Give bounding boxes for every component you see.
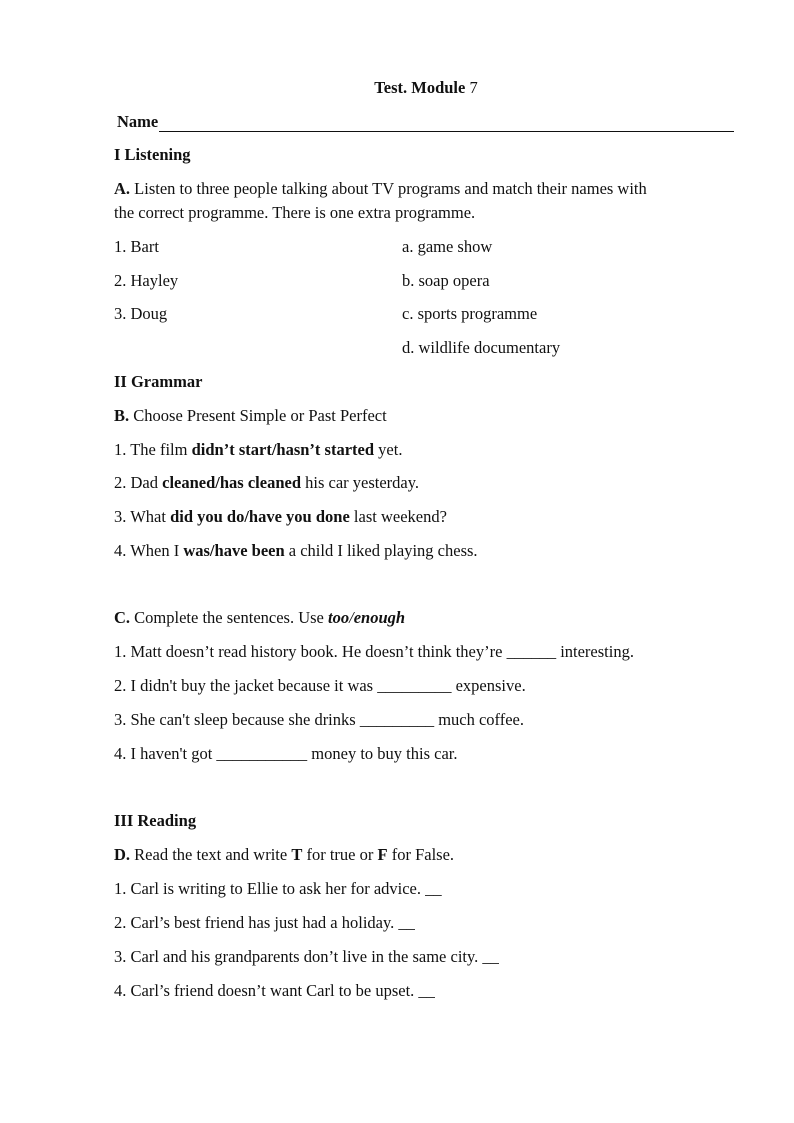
person-item: 1. Bart — [114, 237, 159, 256]
true-false-item: 1. Carl is writing to Ellie to ask her for advice. __ — [114, 879, 442, 898]
completion-item: 1. Matt doesn’t read history book. He doesn’t think they’re ______ interesting. — [114, 642, 634, 661]
grammar-b-instruction: B. Choose Present Simple or Past Perfect — [114, 406, 387, 425]
grammar-item: 3. What did you do/have you done last weekend? — [114, 507, 447, 526]
reading-d-instruction: D. Read the text and write T for true or F for False. — [114, 845, 455, 864]
programme-item: b. soap opera — [402, 271, 490, 290]
reading-heading: III Reading — [114, 811, 197, 830]
grammar-heading: II Grammar — [114, 372, 203, 391]
true-false-item: 3. Carl and his grandparents don’t live in the same city. __ — [114, 947, 499, 966]
grammar-item: 1. The film didn’t start/hasn’t started yet. — [114, 440, 403, 459]
listening-instruction-line-2: the correct programme. There is one extra programme. — [114, 203, 476, 222]
grammar-item: 4. When I was/have been a child I liked playing chess. — [114, 541, 478, 560]
completion-item: 2. I didn't buy the jacket because it was _________ expensive. — [114, 676, 526, 695]
programme-item: c. sports programme — [402, 304, 538, 323]
page-title: Test. Module 7 — [374, 78, 478, 97]
name-blank-line[interactable] — [159, 114, 734, 132]
true-false-item: 4. Carl’s friend doesn’t want Carl to be upset. __ — [114, 981, 435, 1000]
listening-heading: I Listening — [114, 145, 191, 164]
completion-item: 4. I haven't got ___________ money to buy this car. — [114, 744, 458, 763]
name-label: Name — [117, 112, 159, 131]
grammar-item: 2. Dad cleaned/has cleaned his car yesterday. — [114, 473, 420, 492]
completion-item: 3. She can't sleep because she drinks _________ much coffee. — [114, 710, 525, 729]
grammar-c-instruction: C. Complete the sentences. Use too/enough — [114, 608, 406, 627]
programme-item: a. game show — [402, 237, 493, 256]
true-false-item: 2. Carl’s best friend has just had a holiday. __ — [114, 913, 415, 932]
listening-instruction-line-1: A. Listen to three people talking about TV programs and match their names with — [114, 179, 647, 198]
programme-item: d. wildlife documentary — [402, 338, 561, 357]
person-item: 3. Doug — [114, 304, 168, 323]
name-field[interactable] — [117, 112, 734, 132]
person-item: 2. Hayley — [114, 271, 179, 290]
